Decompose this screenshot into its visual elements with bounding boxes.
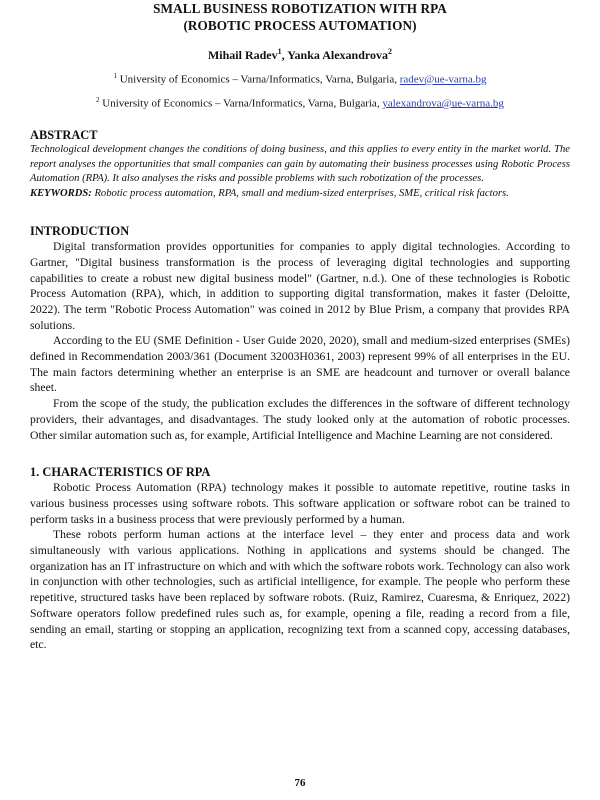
affiliation-text: University of Economics – Varna/Informatics, Varna, Bulgaria, — [116, 73, 400, 86]
author-list — [30, 44, 570, 63]
intro-paragraph-3: From the scope of the study, the publication excludes the differences in the software of different technology providers, their advantages, and disadvantages. The study looked only at the automation of robotic processes. Other similar automation such as, for example, Artificial Intelligence and Machine Learning are not considered. — [30, 397, 570, 442]
keywords — [30, 187, 570, 201]
author-affiliation-mark: 1 — [277, 47, 282, 56]
author-name: Mihail Radev — [207, 48, 278, 62]
title-line-2: (ROBOTIC PROCESS AUTOMATION) — [183, 18, 417, 33]
email-link[interactable]: yalexandrova@ue-varna.bg — [382, 97, 504, 110]
author-separator: , — [281, 48, 288, 62]
section-1-paragraph-2: These robots perform human actions at the interface level – they enter and process data and work simultaneously with various applications. Nothing in applications and systems should be changed. The organization has an IT infrastructure on which and with which the software robots work. Technology can also work in conjunction with other technologies, such as artificial intelligence, for example. The people who perform these repetitive, structured tasks have been replaced by software robots. (Ruiz, Ramirez, Cuaresma, & Enriquez, 2022) Software operators follow predefined rules such as, for example, opening a file, reading a record from a file, sending an email, starting or stopping an application, recognizing text from a scanned copy, accessing databases, etc. — [30, 528, 570, 652]
intro-paragraph-1: Digital transformation provides opportunities for companies to apply digital technologies. According to Gartner, "Digital business transformation is the process of leveraging digital technologies and supporting capabilities to create a robust new digital business model" (Gartner, n.d.). One of these technologies is Robotic Process Automation (RPA), which, in addition to supporting digital transformation, makes it faster (Deloitte, 2022). The term "Robotic Process Automation" was coined in 2012 by Blue Prism, a company that provides RPA solutions. — [30, 240, 570, 332]
section-1-heading: 1. CHARACTERISTICS OF RPA — [30, 465, 211, 480]
title-line-1: SMALL BUSINESS ROBOTIZATION WITH RPA — [153, 1, 447, 16]
abstract-heading: ABSTRACT — [30, 128, 98, 143]
abstract-text: Technological development changes the conditions of doing business, and this applies to every entity in the market world. The report analyses the opportunities that small companies can gain by automating their business processes using Robotic Process Automation (RPA). It also analyses the risks and possible problems with such robotization of the processes. — [30, 144, 570, 184]
introduction-heading: INTRODUCTION — [30, 224, 130, 239]
author-affiliation-mark: 2 — [388, 47, 393, 56]
affiliation-mark: 1 — [113, 72, 117, 80]
email-link[interactable]: radev@ue-varna.bg — [399, 73, 487, 86]
affiliation-1 — [30, 69, 570, 87]
affiliation-text: University of Economics – Varna/Informatics, Varna, Bulgaria, — [99, 97, 383, 110]
keywords-label: KEYWORDS: — [30, 187, 92, 199]
page-number: 76 — [294, 777, 306, 789]
author-name: Yanka Alexandrova — [287, 48, 389, 62]
affiliation-mark: 2 — [96, 95, 100, 104]
paper-title — [30, 0, 570, 34]
section-1-paragraph-1: Robotic Process Automation (RPA) technology makes it possible to automate repetitive, routine tasks in various business processes using software robots. This software application or software robot can be trained to perform tasks in a business process that were previously performed by a human. — [30, 481, 570, 526]
keywords-text: Robotic process automation, RPA, small and medium-sized enterprises, SME, critical risk factors. — [91, 187, 509, 199]
intro-paragraph-2: According to the EU (SME Definition - User Guide 2020, 2020), small and medium-sized enterprises (SMEs) defined in Recommendation 2003/361 (Document 32003H0361, 2003) represent 99% of all enterprises in the EU. The main factors determining whether an enterprise is an SME are headcount and turnover or overall balance sheet. — [30, 334, 570, 395]
affiliation-2 — [30, 93, 570, 111]
